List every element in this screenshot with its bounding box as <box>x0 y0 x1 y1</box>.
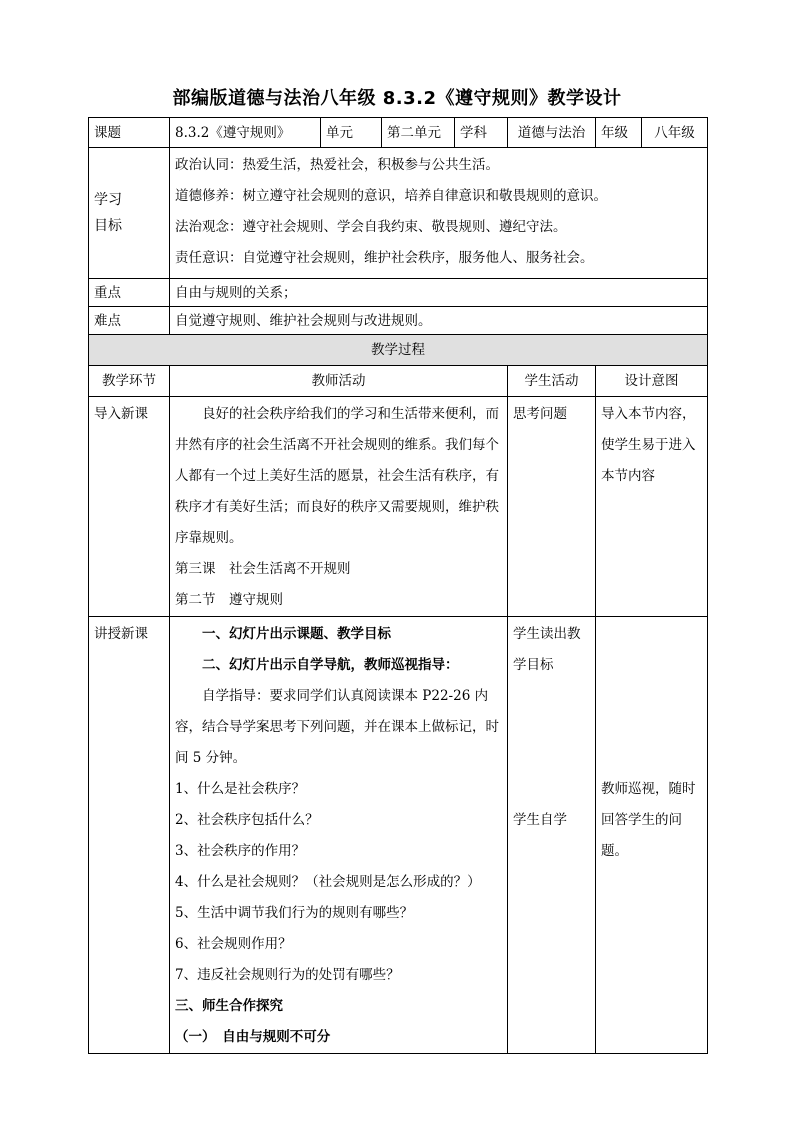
grade-value: 八年级 <box>642 118 708 148</box>
question-item: 1、什么是社会秩序？ <box>175 781 306 797</box>
teacher-step-1: 一、幻灯片出示课题、教学目标 <box>202 626 391 642</box>
process-row-new <box>89 617 708 1054</box>
stage-cell <box>89 617 170 1054</box>
design-intent: 导入本节内容，使学生易于进入本节内容 <box>601 406 696 484</box>
question-item: 4、什么是社会规则？（社会规则是怎么形成的？） <box>175 874 481 890</box>
stage-cell <box>89 397 170 617</box>
goal-item: 责任意识：自觉遵守社会规则，维护社会秩序，服务他人、服务社会。 <box>175 250 594 266</box>
question-item: 7、违反社会规则行为的处罚有哪些？ <box>175 967 400 983</box>
key-point-value: 自由与规则的关系； <box>170 279 708 307</box>
question-item: 6、社会规则作用？ <box>175 936 292 952</box>
student-activity: 思考问题 <box>513 406 567 422</box>
col-intent: 设计意图 <box>596 366 708 397</box>
goal-item: 法治观念：遵守社会规则、学会自我约束、敬畏规则、遵纪守法。 <box>175 219 567 235</box>
subject-label: 学科 <box>455 118 508 148</box>
goals-content <box>170 148 708 279</box>
difficulty-row <box>89 307 708 335</box>
teacher-guide: 自学指导：要求同学们认真阅读课本 P22-26 内容，结合导学案思考下列问题，并在课本上做标记，时间 5 分钟。 <box>175 688 499 766</box>
lesson-plan-table <box>88 117 708 1054</box>
teacher-step-2: 二、幻灯片出示自学导航，教师巡视指导： <box>202 657 459 673</box>
difficulty-value: 自觉遵守规则、维护社会规则与改进规则。 <box>170 307 708 335</box>
intent-cell <box>596 397 708 617</box>
process-banner-row <box>89 335 708 366</box>
teacher-subsection: （一） 自由与规则不可分 <box>175 1029 331 1045</box>
goals-row <box>89 148 708 279</box>
unit-label: 单元 <box>321 118 382 148</box>
column-header-row <box>89 366 708 397</box>
goals-label: 学习目标 <box>89 148 170 279</box>
design-intent: 教师巡视，随时回答学生的问题。 <box>601 781 696 859</box>
document-title: 部编版道德与法治八年级 8.3.2《遵守规则》教学设计 <box>172 88 622 109</box>
grade-label: 年级 <box>596 118 642 148</box>
process-banner: 教学过程 <box>89 335 708 366</box>
col-stage: 教学环节 <box>89 366 170 397</box>
student-cell <box>508 617 596 1054</box>
teacher-lesson-title: 第三课 社会生活离不开规则 <box>175 561 351 577</box>
teacher-paragraph: 良好的社会秩序给我们的学习和生活带来便利，而井然有序的社会生活离不开社会规则的维系。我们每个人都有一个过上美好生活的愿景，社会生活有秩序，有秩序才有美好生活；而良好的秩序又需要规则，维护秩序靠规则。 <box>175 406 499 546</box>
topic-value: 8.3.2《遵守规则》 <box>170 118 321 148</box>
question-item: 3、社会秩序的作用？ <box>175 843 306 859</box>
stage-label: 讲授新课 <box>94 626 148 642</box>
subject-value: 道德与法治 <box>508 118 596 148</box>
col-teacher: 教师活动 <box>170 366 508 397</box>
teacher-section-title: 第二节 遵守规则 <box>175 592 283 608</box>
difficulty-label: 难点 <box>89 307 170 335</box>
stage-label: 导入新课 <box>94 406 148 422</box>
student-cell <box>508 397 596 617</box>
header-row <box>89 118 708 148</box>
goal-item: 道德修养：树立遵守社会规则的意识，培养自律意识和敬畏规则的意识。 <box>175 188 607 204</box>
topic-label: 课题 <box>89 118 170 148</box>
student-activity: 学生自学 <box>513 812 567 828</box>
unit-value: 第二单元 <box>382 118 455 148</box>
process-row-intro <box>89 397 708 617</box>
student-activity: 学生读出教学目标 <box>513 626 581 673</box>
intent-cell <box>596 617 708 1054</box>
key-point-row <box>89 279 708 307</box>
question-item: 2、社会秩序包括什么？ <box>175 812 319 828</box>
teacher-cell <box>170 397 508 617</box>
question-item: 5、生活中调节我们行为的规则有哪些？ <box>175 905 414 921</box>
col-student: 学生活动 <box>508 366 596 397</box>
teacher-step-3: 三、师生合作探究 <box>175 998 283 1014</box>
teacher-cell <box>170 617 508 1054</box>
goal-item: 政治认同：热爱生活，热爱社会，积极参与公共生活。 <box>175 157 499 173</box>
key-point-label: 重点 <box>89 279 170 307</box>
